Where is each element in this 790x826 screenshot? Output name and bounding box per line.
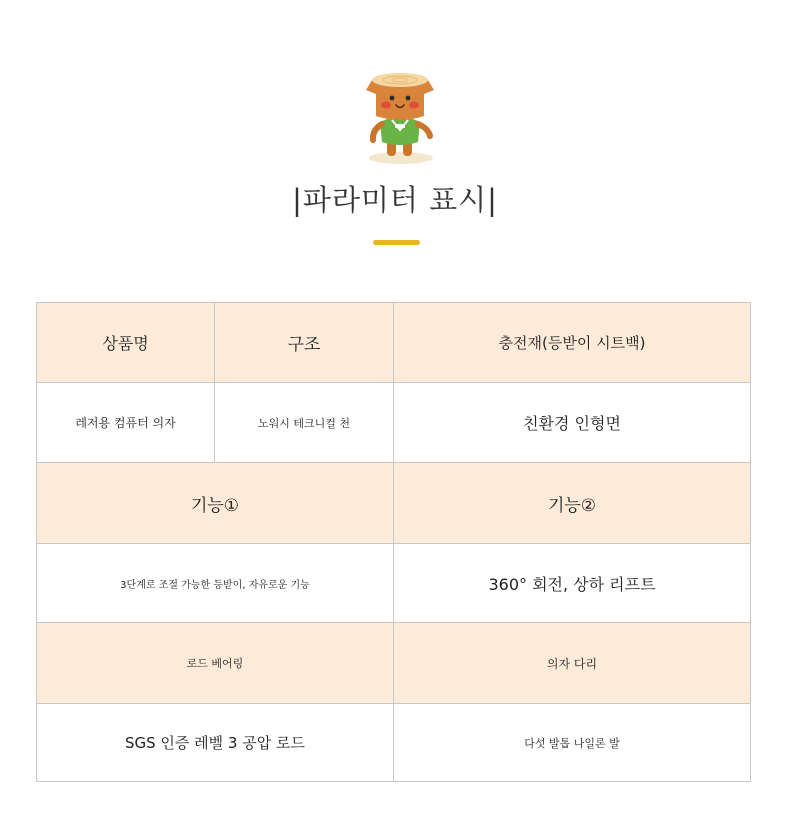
parameter-table bbox=[36, 302, 751, 782]
page-title: |파라미터 표시| bbox=[292, 183, 498, 217]
table-row bbox=[37, 383, 751, 463]
table-cell-value: 3단계로 조절 가능한 등받이, 자유로운 기능 bbox=[37, 544, 394, 623]
table-cell-value: SGS 인증 레벨 3 공압 로드 bbox=[37, 704, 394, 782]
table-cell-header: 기능② bbox=[394, 463, 751, 544]
title-underline bbox=[373, 240, 420, 245]
table-cell-header: 구조 bbox=[215, 303, 394, 383]
wood-stump-mascot-icon bbox=[362, 68, 438, 166]
table-cell-value: 다섯 발톱 나일론 발 bbox=[394, 704, 751, 782]
table-cell-value: 노워시 테크니컬 천 bbox=[215, 383, 394, 463]
table-cell-value: 레저용 컴퓨터 의자 bbox=[37, 383, 215, 463]
table-row bbox=[37, 623, 751, 704]
table-cell-header: 상품명 bbox=[37, 303, 215, 383]
table-row bbox=[37, 463, 751, 544]
table-row bbox=[37, 704, 751, 782]
table-cell-value: 친환경 인형면 bbox=[394, 383, 751, 463]
table-row bbox=[37, 544, 751, 623]
table-cell-header: 의자 다리 bbox=[394, 623, 751, 704]
table-cell-header: 기능① bbox=[37, 463, 394, 544]
table-cell-value: 360° 회전, 상하 리프트 bbox=[394, 544, 751, 623]
table-cell-header: 로드 베어링 bbox=[37, 623, 394, 704]
table-row bbox=[37, 303, 751, 383]
table-cell-header: 충전재(등받이 시트백) bbox=[394, 303, 751, 383]
